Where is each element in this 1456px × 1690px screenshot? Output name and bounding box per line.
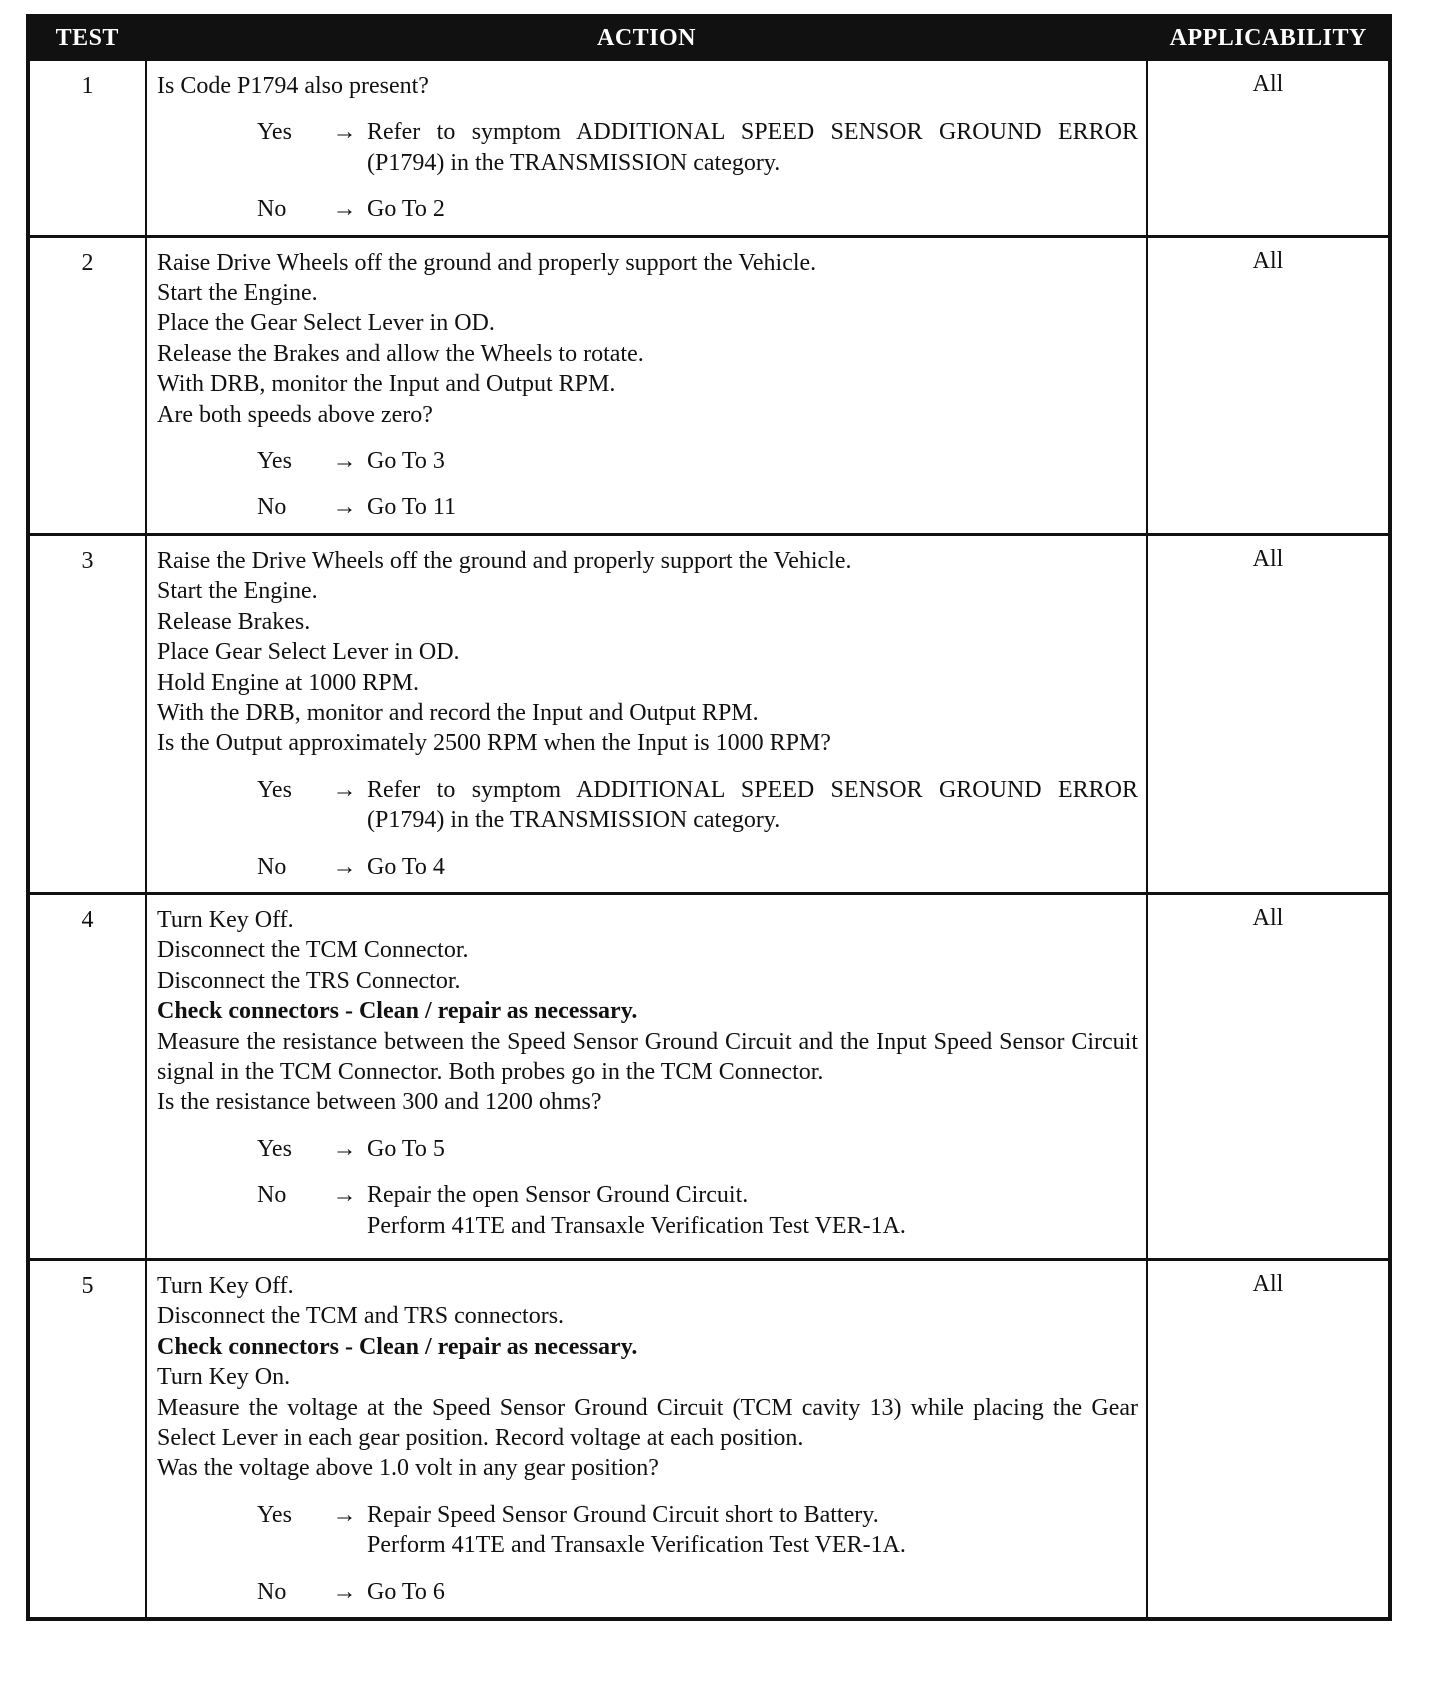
outcome-result-line: Refer to symptom ADDITIONAL SPEED SENSOR GROUND ERROR (P1794) in the TRANSMISSION category. bbox=[367, 119, 1138, 176]
outcome-yes bbox=[257, 446, 1138, 476]
test-action bbox=[146, 893, 1147, 1259]
arrow-right-icon: → bbox=[332, 494, 357, 521]
instruction-warning: Check connectors - Clean / repair as necessary. bbox=[157, 1333, 638, 1360]
test-action bbox=[146, 236, 1147, 534]
outcome-no bbox=[257, 1577, 1138, 1607]
outcome-result-line: Go To 4 bbox=[367, 853, 445, 880]
outcome-label: No bbox=[257, 853, 287, 880]
instruction-line: Turn Key Off. bbox=[157, 906, 294, 933]
outcome-yes bbox=[257, 1134, 1138, 1164]
outcome-result bbox=[367, 194, 1138, 224]
table-body bbox=[28, 60, 1390, 1620]
outcome-yes bbox=[257, 117, 1138, 178]
test-row bbox=[28, 534, 1390, 893]
outcome-result-line: Repair Speed Sensor Ground Circuit short to Battery. bbox=[367, 1501, 879, 1528]
test-action bbox=[146, 1259, 1147, 1619]
outcome-no bbox=[257, 852, 1138, 882]
arrow-right-icon: → bbox=[332, 448, 357, 475]
test-applicability: All bbox=[1147, 893, 1390, 1259]
table-header bbox=[28, 16, 1390, 60]
instruction-line: Disconnect the TCM and TRS connectors. bbox=[157, 1303, 565, 1330]
outcome-label: Yes bbox=[257, 119, 292, 146]
outcome-result bbox=[367, 1134, 1138, 1164]
instruction-line: Is Code P1794 also present? bbox=[157, 73, 429, 99]
outcome-result-line: Perform 41TE and Transaxle Verification Test VER-1A. bbox=[367, 1532, 906, 1559]
arrow-right-icon: → bbox=[332, 119, 357, 146]
instruction-line: Disconnect the TRS Connector. bbox=[157, 967, 461, 994]
instruction-line: Measure the voltage at the Speed Sensor Ground Circuit (TCM cavity 13) while placing the Gear Select Lever in each gear position. Record voltage at each position. bbox=[157, 1394, 1138, 1451]
arrow-right-icon: → bbox=[332, 776, 357, 803]
test-number: 1 bbox=[28, 60, 146, 237]
instruction-line: Start the Engine. bbox=[157, 578, 318, 605]
outcome-yes bbox=[257, 775, 1138, 836]
instruction-line: Is the resistance between 300 and 1200 ohms? bbox=[157, 1089, 602, 1116]
diagnostic-test-table-sheet bbox=[26, 14, 1388, 1621]
instruction-line: Hold Engine at 1000 RPM. bbox=[157, 669, 419, 696]
outcome-result-line: Perform 41TE and Transaxle Verification Test VER-1A. bbox=[367, 1212, 906, 1239]
test-number: 2 bbox=[28, 236, 146, 534]
outcome-result bbox=[367, 775, 1138, 836]
instruction-line: Disconnect the TCM Connector. bbox=[157, 937, 469, 964]
arrow-right-icon: → bbox=[332, 1578, 357, 1605]
outcome-result bbox=[367, 1180, 1138, 1241]
test-row bbox=[28, 236, 1390, 534]
test-applicability: All bbox=[1147, 534, 1390, 893]
outcome-label: Yes bbox=[257, 1501, 292, 1528]
arrow-right-icon: → bbox=[332, 1135, 357, 1162]
outcome-label: No bbox=[257, 494, 287, 521]
diagnostic-test-table bbox=[26, 14, 1392, 1621]
test-applicability: All bbox=[1147, 236, 1390, 534]
instruction-line: Are both speeds above zero? bbox=[157, 401, 433, 428]
outcome-no bbox=[257, 1180, 1138, 1241]
outcome-result bbox=[367, 492, 1138, 522]
outcome-result bbox=[367, 852, 1138, 882]
instruction-line: Release the Brakes and allow the Wheels to rotate. bbox=[157, 340, 644, 367]
test-number: 4 bbox=[28, 893, 146, 1259]
header-row bbox=[28, 16, 1390, 60]
outcome-label: Yes bbox=[257, 448, 292, 475]
test-action bbox=[146, 60, 1147, 237]
outcome-result-line: Repair the open Sensor Ground Circuit. bbox=[367, 1182, 749, 1209]
outcome-result-line: Go To 11 bbox=[367, 494, 456, 521]
outcome-label: Yes bbox=[257, 776, 292, 803]
outcome-result bbox=[367, 1577, 1138, 1607]
instruction-line: Is the Output approximately 2500 RPM when the Input is 1000 RPM? bbox=[157, 730, 831, 757]
outcome-label: Yes bbox=[257, 1135, 292, 1162]
header-applicability: APPLICABILITY bbox=[1147, 16, 1390, 60]
outcome-no bbox=[257, 194, 1138, 224]
instruction-warning: Check connectors - Clean / repair as necessary. bbox=[157, 998, 638, 1025]
test-applicability: All bbox=[1147, 1259, 1390, 1619]
instruction-line: Turn Key Off. bbox=[157, 1272, 294, 1299]
arrow-right-icon: → bbox=[332, 1501, 357, 1528]
outcome-yes bbox=[257, 1500, 1138, 1561]
instruction-line: Start the Engine. bbox=[157, 280, 318, 307]
outcome-result bbox=[367, 446, 1138, 476]
instruction-line: Raise Drive Wheels off the ground and properly support the Vehicle. bbox=[157, 249, 817, 276]
test-number: 3 bbox=[28, 534, 146, 893]
arrow-right-icon: → bbox=[332, 1182, 357, 1209]
outcome-result-line: Go To 5 bbox=[367, 1135, 445, 1162]
instruction-line: Place Gear Select Lever in OD. bbox=[157, 639, 460, 666]
outcome-no bbox=[257, 492, 1138, 522]
test-action bbox=[146, 534, 1147, 893]
header-test: TEST bbox=[28, 16, 146, 60]
test-row bbox=[28, 893, 1390, 1259]
outcome-result bbox=[367, 117, 1138, 178]
instruction-line: Raise the Drive Wheels off the ground and properly support the Vehicle. bbox=[157, 547, 852, 574]
test-row bbox=[28, 60, 1390, 237]
outcome-label: No bbox=[257, 196, 287, 223]
outcome-result-line: Refer to symptom ADDITIONAL SPEED SENSOR GROUND ERROR (P1794) in the TRANSMISSION category. bbox=[367, 776, 1138, 834]
arrow-right-icon: → bbox=[332, 196, 357, 223]
instruction-line: With the DRB, monitor and record the Input and Output RPM. bbox=[157, 699, 759, 726]
outcome-result bbox=[367, 1500, 1138, 1561]
instruction-line: Was the voltage above 1.0 volt in any gear position? bbox=[157, 1455, 659, 1482]
outcome-result-line: Go To 2 bbox=[367, 196, 445, 223]
instruction-line: With DRB, monitor the Input and Output RPM. bbox=[157, 371, 616, 398]
outcome-label: No bbox=[257, 1578, 287, 1605]
test-applicability: All bbox=[1147, 60, 1390, 237]
outcome-result-line: Go To 3 bbox=[367, 448, 445, 475]
outcome-result-line: Go To 6 bbox=[367, 1578, 445, 1605]
arrow-right-icon: → bbox=[332, 853, 357, 880]
header-action: ACTION bbox=[146, 16, 1147, 60]
instruction-line: Place the Gear Select Lever in OD. bbox=[157, 310, 495, 337]
instruction-line: Turn Key On. bbox=[157, 1364, 291, 1391]
instruction-line: Release Brakes. bbox=[157, 608, 311, 635]
test-number: 5 bbox=[28, 1259, 146, 1619]
instruction-line: Measure the resistance between the Speed Sensor Ground Circuit and the Input Speed Sensor Circuit signal in the TCM Connector. Both probes go in the TCM Connector. bbox=[157, 1028, 1138, 1085]
outcome-label: No bbox=[257, 1182, 287, 1209]
test-row bbox=[28, 1259, 1390, 1619]
